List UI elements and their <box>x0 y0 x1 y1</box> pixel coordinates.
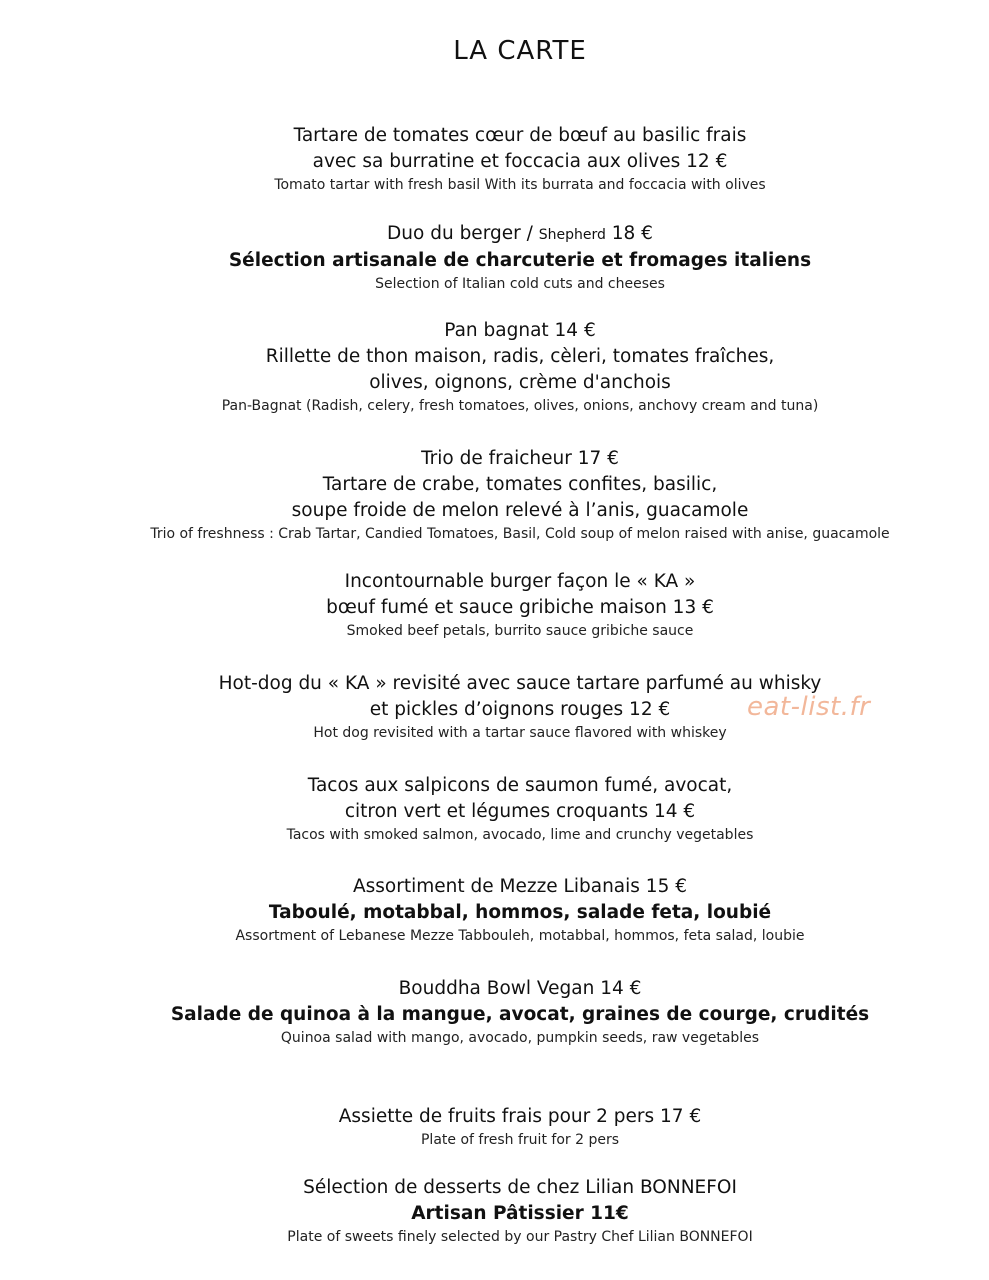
item-line: Trio de fraicheur 17 € <box>421 448 619 469</box>
item-line: Sélection artisanale de charcuterie et fromages italiens <box>228 250 812 271</box>
menu-item-pan-bagnat <box>0 318 989 416</box>
item-line: Incontournable burger façon le « KA » <box>344 571 696 592</box>
item-description: Quinoa salad with mango, avocado, pumpkin seeds, raw vegetables <box>280 1030 760 1046</box>
item-description: Trio of freshness : Crab Tartar, Candied Tomatoes, Basil, Cold soup of melon raised with anise, guacamole <box>150 526 890 542</box>
item-description: Plate of fresh fruit for 2 pers <box>420 1132 619 1148</box>
item-line: Assortiment de Mezze Libanais 15 € <box>353 876 687 897</box>
item-line: bœuf fumé et sauce gribiche maison 13 € <box>326 597 714 618</box>
menu-item-burger <box>0 569 989 641</box>
watermark-logo: eat-list.fr <box>747 692 871 722</box>
item-title-price: 18 € <box>605 223 653 244</box>
item-line: Pan bagnat 14 € <box>444 320 596 341</box>
item-line: soupe froide de melon relevé à l’anis, guacamole <box>291 500 749 521</box>
item-line: Taboulé, motabbal, hommos, salade feta, loubié <box>268 902 772 923</box>
item-line: avec sa burratine et foccacia aux olives 12 € <box>312 151 728 172</box>
page-title: LA CARTE <box>453 36 587 66</box>
item-line: Bouddha Bowl Vegan 14 € <box>398 978 642 999</box>
item-title-main: Duo du berger / <box>387 223 539 244</box>
menu-item-fruit-plate <box>0 1104 989 1150</box>
item-description: Plate of sweets finely selected by our Pastry Chef Lilian BONNEFOI <box>287 1229 753 1245</box>
menu-item-mezze <box>0 874 989 946</box>
item-description: Hot dog revisited with a tartar sauce flavored with whiskey <box>313 725 727 741</box>
menu-item-desserts <box>0 1175 989 1247</box>
item-description: Assortment of Lebanese Mezze Tabbouleh, motabbal, hommos, feta salad, loubie <box>235 928 805 944</box>
item-line: olives, oignons, crème d'anchois <box>369 372 671 393</box>
item-description: Smoked beef petals, burrito sauce gribiche sauce <box>346 623 694 639</box>
item-description: Tacos with smoked salmon, avocado, lime and crunchy vegetables <box>286 827 754 843</box>
item-line: Salade de quinoa à la mangue, avocat, graines de courge, crudités <box>170 1004 870 1025</box>
item-line: Artisan Pâtissier 11€ <box>411 1203 629 1224</box>
menu-item-trio-fraicheur <box>0 446 989 544</box>
item-description: Selection of Italian cold cuts and cheeses <box>375 276 665 292</box>
item-line: Tacos aux salpicons de saumon fumé, avocat, <box>307 775 733 796</box>
item-title-translation: Shepherd <box>538 227 606 243</box>
item-line: Rillette de thon maison, radis, cèleri, tomates fraîches, <box>265 346 775 367</box>
item-line: Hot-dog du « KA » revisité avec sauce tartare parfumé au whisky <box>218 673 822 694</box>
menu-item-tomato-tartare <box>0 123 989 195</box>
menu-item-duo-berger <box>0 221 989 294</box>
item-description: Tomato tartar with fresh basil With its burrata and foccacia with olives <box>274 177 766 193</box>
item-line: Tartare de tomates cœur de bœuf au basilic frais <box>293 125 747 146</box>
item-description: Pan-Bagnat (Radish, celery, fresh tomatoes, olives, onions, anchovy cream and tuna) <box>221 398 819 414</box>
menu-item-tacos <box>0 773 989 845</box>
item-line: Sélection de desserts de chez Lilian BONNEFOI <box>303 1177 737 1198</box>
item-line: Tartare de crabe, tomates confites, basilic, <box>322 474 718 495</box>
menu-item-bouddha-bowl <box>0 976 989 1048</box>
item-title <box>0 221 989 248</box>
item-line: et pickles d’oignons rouges 12 € <box>369 699 671 720</box>
item-line: Assiette de fruits frais pour 2 pers 17 € <box>338 1106 702 1127</box>
item-line: citron vert et légumes croquants 14 € <box>344 801 696 822</box>
